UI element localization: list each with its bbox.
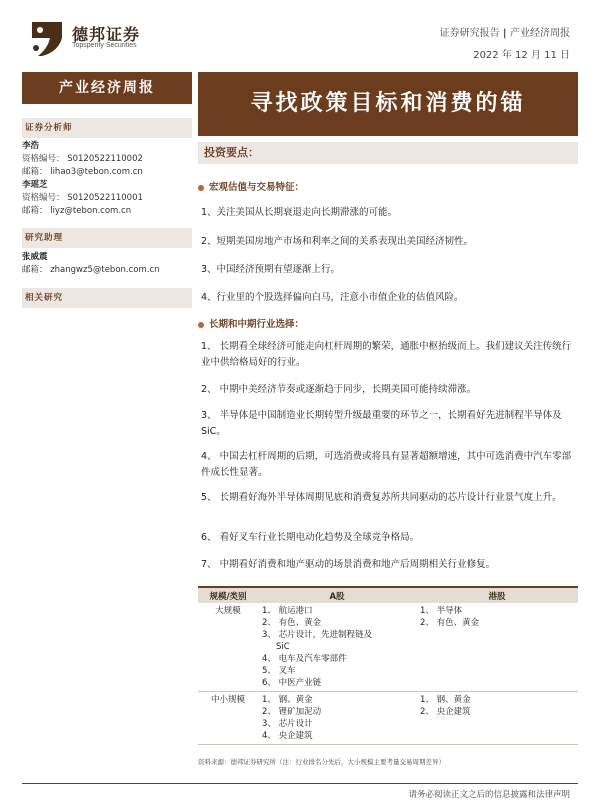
industry-selection-table	[198, 586, 578, 745]
analyst-name: 李浩	[22, 141, 40, 151]
table-cell-line: 1、 钢、黄金	[420, 695, 471, 705]
section-heading-macro	[198, 179, 304, 193]
bullet-icon	[198, 322, 204, 328]
section-title: 长期和中期行业选择：	[209, 319, 305, 330]
table-header-cell: 港股	[416, 587, 578, 603]
table-cell-line: 4、 央企建筑	[262, 731, 313, 741]
list-item: 4、行业里的个股选择偏向白马，注意小市值企业的估值风险。	[201, 292, 464, 303]
assistant-heading: 研究助理	[22, 228, 192, 248]
table-cell-line: 3、 芯片设计	[262, 719, 313, 729]
table-cell-category: 中小规模	[198, 692, 258, 745]
report-title: 寻找政策目标和消费的锚	[198, 72, 578, 136]
list-item: 2、短期美国房地产市场和利率之间的关系表现出美国经济韧性。	[201, 236, 474, 247]
table-cell-hk-share	[416, 692, 578, 745]
separator: |	[502, 28, 510, 39]
table-row	[198, 603, 578, 692]
list-item: 1、 长期看全球经济可能走向杠杆周期的繁荣，通胀中枢抬级而上。我们建议关注传统行业中供给格局好的行业。	[201, 341, 572, 368]
table-row	[198, 692, 578, 745]
analyst-cert: 资格编号： S0120522110002	[22, 154, 143, 164]
footer-disclaimer: 请务必阅读正文之后的信息披露和法律声明	[408, 790, 570, 800]
table-cell-line: 2、 有色、黄金	[420, 618, 480, 628]
table-cell-line: 1、 钢、黄金	[262, 695, 313, 705]
bullet-icon	[198, 185, 204, 191]
table-cell-a-share	[258, 692, 416, 745]
report-date: 2022 年 12 月 11 日	[473, 50, 570, 61]
table-cell-line: 6、 中医产业链	[262, 678, 322, 688]
series-banner: 产业经济周报	[22, 72, 192, 104]
table-cell-line: 1、 半导体	[420, 606, 463, 616]
list-item: 3、中国经济预期有望逐渐上行。	[201, 264, 341, 275]
analyst-heading: 证券分析师	[22, 118, 192, 138]
report-series: 产业经济周报	[510, 28, 570, 39]
list-item: 6、 看好叉车行业长期电动化趋势及全球竞争格局。	[201, 532, 420, 543]
list-item: 7、 中期看好消费和地产驱动的场景消费和地产后周期相关行业修复。	[201, 559, 496, 570]
assistant-email[interactable]: 邮箱： zhangwz5@tebon.com.cn	[22, 265, 160, 275]
table-cell-hk-share	[416, 603, 578, 692]
table-cell-line: 5、 叉车	[262, 666, 296, 676]
report-type: 证券研究报告	[439, 28, 500, 39]
list-item: 3、 半导体是中国制造业长期转型升级最重要的环节之一，长期看好先进制程半导体及 SiC。	[201, 410, 562, 437]
table-source-note: 资料来源：德邦证券研究所（注：行业排名分先后，大小规模主要考量交易周期差异）	[198, 758, 445, 766]
table-cell-line: 2、 有色、黄金	[262, 618, 322, 628]
assistant-name: 张威震	[22, 252, 48, 262]
logo-brand-name: 德邦证券	[72, 25, 141, 44]
list-item: 5、 长期看好海外半导体周期见底和消费复苏所共同驱动的芯片设计行业景气度上升。	[201, 492, 562, 503]
logo-brand-english: Topsperity Securities	[72, 42, 137, 49]
analyst-email[interactable]: 邮箱： liyz@tebon.com.cn	[22, 206, 132, 216]
report-type-line	[440, 24, 570, 39]
table-header-cell: 规模/类别	[198, 587, 258, 603]
list-item: 2、 中期中美经济节奏或逐渐趋于同步，长期美国可能持续滞涨。	[201, 384, 477, 395]
analyst-cert: 资格编号： S0120522110001	[22, 193, 143, 203]
analyst-name: 李瑶芝	[22, 180, 48, 190]
list-item: 4、 中国去杠杆周期的后期，可选消费或将具有显著超额增速，其中可选消费中汽车零部件成长性显著。	[201, 451, 572, 478]
table-cell-line: 3、 芯片设计，先进制程链及	[262, 630, 373, 640]
footer-divider	[22, 783, 578, 784]
table-cell-line: SiC	[276, 642, 290, 652]
section-heading-industry	[198, 316, 304, 330]
table-header-cell: A股	[258, 587, 416, 603]
tebon-logo-icon	[28, 18, 66, 60]
table-header-row	[198, 587, 578, 603]
key-points-heading: 投资要点：	[198, 142, 578, 164]
section-title: 宏观估值与交易特征：	[209, 182, 305, 193]
table-cell-line: 2、 锂矿加泥动	[262, 707, 322, 717]
table-cell-a-share	[258, 603, 416, 692]
table-cell-line: 2、 央企建筑	[420, 707, 471, 717]
list-item: 1、关注美国从长期衰退走向长期滞涨的可能。	[201, 207, 398, 218]
table-cell-category: 大规模	[198, 603, 258, 692]
table-cell-line: 1、 航运港口	[262, 606, 313, 616]
related-research-heading: 相关研究	[22, 288, 192, 308]
analyst-email[interactable]: 邮箱： lihao3@tebon.com.cn	[22, 167, 143, 177]
table-cell-line: 4、 电车及汽车零部件	[262, 654, 347, 664]
